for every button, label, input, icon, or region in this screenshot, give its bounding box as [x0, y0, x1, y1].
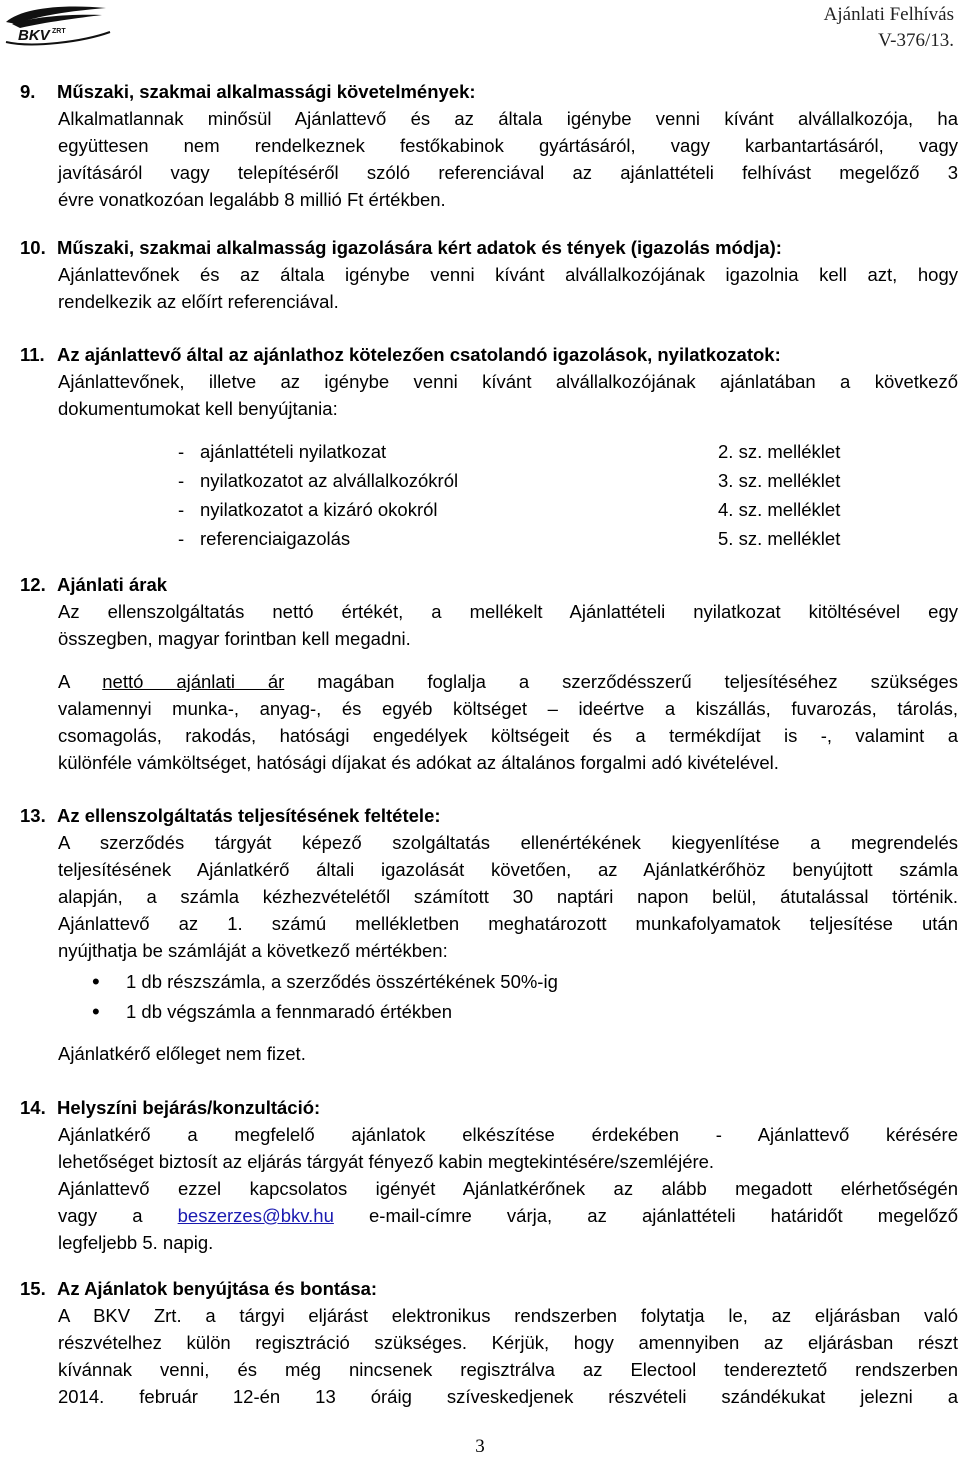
text-line: együttesen nem rendelkeznek festőkabinok gyártásáról, vagy karbantartásáról, vagy — [58, 135, 958, 156]
section-title: Ajánlati árak — [57, 574, 168, 595]
list-dash: - — [178, 470, 185, 491]
list-item — [178, 467, 898, 496]
text-line: csomagolás, rakodás, hatósági engedélyek költségeit és a termékdíjat is -, valamint a — [58, 725, 958, 746]
text-line: A BKV Zrt. a tárgyi eljárást elektronikus rendszerben folytatja le, az eljárásban való — [58, 1305, 958, 1326]
text-line: Ajánlattevő ezzel kapcsolatos igényét Ajánlatkérőnek az alább megadott elérhetőségén — [58, 1178, 958, 1199]
text-line: rendelkezik az előírt referenciával. — [58, 291, 339, 312]
section-number: 10. — [20, 237, 46, 258]
svg-text:ZRT: ZRT — [52, 28, 66, 35]
text-line: Ajánlattevőnek és az általa igénybe venni kívánt alvállalkozójának igazolnia kell azt, hogy — [58, 264, 958, 285]
text-fragment: magában foglalja a szerződésszerű teljesítéséhez szükséges — [317, 671, 958, 692]
document-name: ajánlattételi nyilatkozat — [200, 441, 387, 462]
section-number: 11. — [20, 344, 45, 365]
underlined-term: nettó ajánlati ár — [102, 671, 285, 692]
text-line: alapján, a számla kézhezvételétől számított 30 naptári napon belül, átutalással történik. — [58, 886, 958, 907]
document-name: nyilatkozatot a kizáró okokról — [200, 499, 438, 520]
text-line: javításáról vagy telepítéséről szóló referenciával az ajánlattételi felhívást megelőző 3 — [58, 162, 958, 183]
section-11-body — [58, 368, 958, 422]
section-11 — [20, 341, 958, 554]
text-line: valamennyi munka-, anyag-, és egyéb költséget – ideértve a kiszállás, fuvarozás, tárolás, — [58, 698, 958, 719]
list-item — [58, 996, 958, 1026]
text-line: teljesítésének Ajánlatkérő általi igazolását követően, az Ajánlatkérőhöz benyújtott számla — [58, 859, 958, 880]
section-title: Helyszíni bejárás/konzultáció: — [57, 1097, 321, 1118]
bullet-text: 1 db végszámla a fennmaradó értékben — [126, 1000, 453, 1022]
section-12-body-2 — [58, 668, 958, 776]
text-line: 2014. február 12-én 13 óráig szíveskedjenek részvételi szándékukat jelezni a — [58, 1386, 958, 1407]
text-line: részvételhez külön regisztráció szükséges. Kérjük, hogy amennyiben az eljárásban részt — [58, 1332, 958, 1353]
annex-reference: 3. sz. melléklet — [718, 470, 841, 491]
email-link[interactable]: beszerzes@bkv.hu — [177, 1205, 334, 1226]
section-number: 14. — [20, 1097, 46, 1118]
text-line: dokumentumokat kell benyújtania: — [58, 398, 338, 419]
annex-reference: 5. sz. melléklet — [718, 528, 841, 549]
text-line: kívánnak venni, és még nincsenek regisztrálva az Electool tendereztető rendszerben — [58, 1359, 958, 1380]
page-number: 3 — [475, 1436, 485, 1457]
doc-number: V-376/13. — [878, 30, 954, 51]
section-10 — [20, 234, 958, 315]
text-line: évre vonatkozóan legalább 8 millió Ft értékben. — [58, 189, 446, 210]
text-line: Alkalmatlannak minősül Ajánlattevő és az általa igénybe venni kívánt alvállalkozója, ha — [58, 108, 958, 129]
text-line — [58, 668, 958, 695]
section-9 — [20, 78, 958, 213]
text-line — [58, 1202, 958, 1229]
bkv-logo-icon — [2, 2, 114, 46]
text-fragment: e-mail-címre várja, az ajánlattételi határidőt megelőző — [369, 1205, 959, 1226]
list-item — [178, 525, 898, 554]
section-14 — [20, 1094, 958, 1256]
section-15-body — [58, 1302, 958, 1410]
text-line: összegben, magyar forintban kell megadni. — [58, 628, 411, 649]
section-10-body — [58, 261, 958, 315]
bkv-logo — [2, 2, 114, 46]
section-15-heading — [20, 1275, 958, 1302]
section-number: 13. — [20, 805, 46, 826]
text-fragment: A — [58, 671, 70, 692]
section-number: 9. — [20, 81, 36, 102]
text-line: Ajánlattevő az 1. számú mellékletben meghatározott munkafolyamatok teljesítése után — [58, 913, 958, 934]
text-line: Ajánlatkérő a megfelelő ajánlatok elkészítése érdekében - Ajánlattevő kérésére — [58, 1124, 958, 1145]
list-item — [178, 496, 898, 525]
section-15 — [20, 1275, 958, 1410]
text-line: lehetőséget biztosít az eljárás tárgyát fényező kabin megtekintésére/szemléjére. — [58, 1151, 715, 1172]
section-14-heading — [20, 1094, 958, 1121]
invoice-bullet-list — [58, 966, 958, 1026]
section-14-body — [58, 1121, 958, 1256]
text-line: legfeljebb 5. napig. — [58, 1232, 214, 1253]
list-dash: - — [178, 499, 185, 520]
section-13 — [20, 802, 958, 1067]
section-12 — [20, 571, 958, 776]
list-item — [178, 438, 898, 467]
section-title: Műszaki, szakmai alkalmasság igazolására kért adatok és tények (igazolás módja): — [57, 237, 782, 258]
document-name: nyilatkozatot az alvállalkozókról — [200, 470, 459, 491]
section-13-body — [58, 829, 958, 964]
section-12-heading — [20, 571, 958, 598]
section-12-body-1 — [58, 598, 958, 652]
bullet-text: 1 db részszámla, a szerződés összértékének 50%-ig — [126, 970, 558, 992]
section-11-heading — [20, 341, 958, 368]
annex-reference: 2. sz. melléklet — [718, 441, 841, 462]
document-name: referenciaigazolás — [200, 528, 351, 549]
section-13-heading — [20, 802, 958, 829]
bullet-icon: • — [92, 968, 100, 994]
list-dash: - — [178, 441, 185, 462]
section-9-heading — [20, 78, 958, 105]
annex-reference: 4. sz. melléklet — [718, 499, 841, 520]
section-title: Az Ajánlatok benyújtása és bontása: — [57, 1278, 378, 1299]
text-line: A szerződés tárgyát képező szolgáltatás ellenértékének kiegyenlítése a megrendelés — [58, 832, 958, 853]
section-title: Műszaki, szakmai alkalmassági követelmények: — [57, 81, 476, 102]
header-doc-info — [824, 2, 954, 54]
svg-text:BKV: BKV — [18, 27, 50, 44]
section-number: 15. — [20, 1278, 46, 1299]
bullet-icon: • — [92, 998, 100, 1024]
text-line: Az ellenszolgáltatás nettó értékét, a mellékelt Ajánlattételi nyilatkozat kitöltésével egy — [58, 601, 958, 622]
text-fragment: vagy a — [58, 1205, 143, 1226]
section-9-body — [58, 105, 958, 213]
text-line: különféle vámköltséget, hatósági díjakat és adókat az általános forgalmi adó kivételével. — [58, 752, 779, 773]
section-10-heading — [20, 234, 958, 261]
section-number: 12. — [20, 574, 46, 595]
text-line: nyújthatja be számláját a következő mértékben: — [58, 940, 448, 961]
list-dash: - — [178, 528, 185, 549]
list-item — [58, 966, 958, 996]
section-title: Az ajánlattevő által az ajánlathoz kötelezően csatolandó igazolások, nyilatkozatok: — [57, 344, 781, 365]
section-title: Az ellenszolgáltatás teljesítésének feltétele: — [57, 805, 441, 826]
section-13-closing: Ajánlatkérő előleget nem fizet. — [58, 1043, 306, 1064]
text-line: Ajánlattevőnek, illetve az igénybe venni kívánt alvállalkozójának ajánlatában a következő — [58, 371, 958, 392]
required-documents-list — [178, 438, 898, 554]
doc-title: Ajánlati Felhívás — [823, 4, 954, 25]
